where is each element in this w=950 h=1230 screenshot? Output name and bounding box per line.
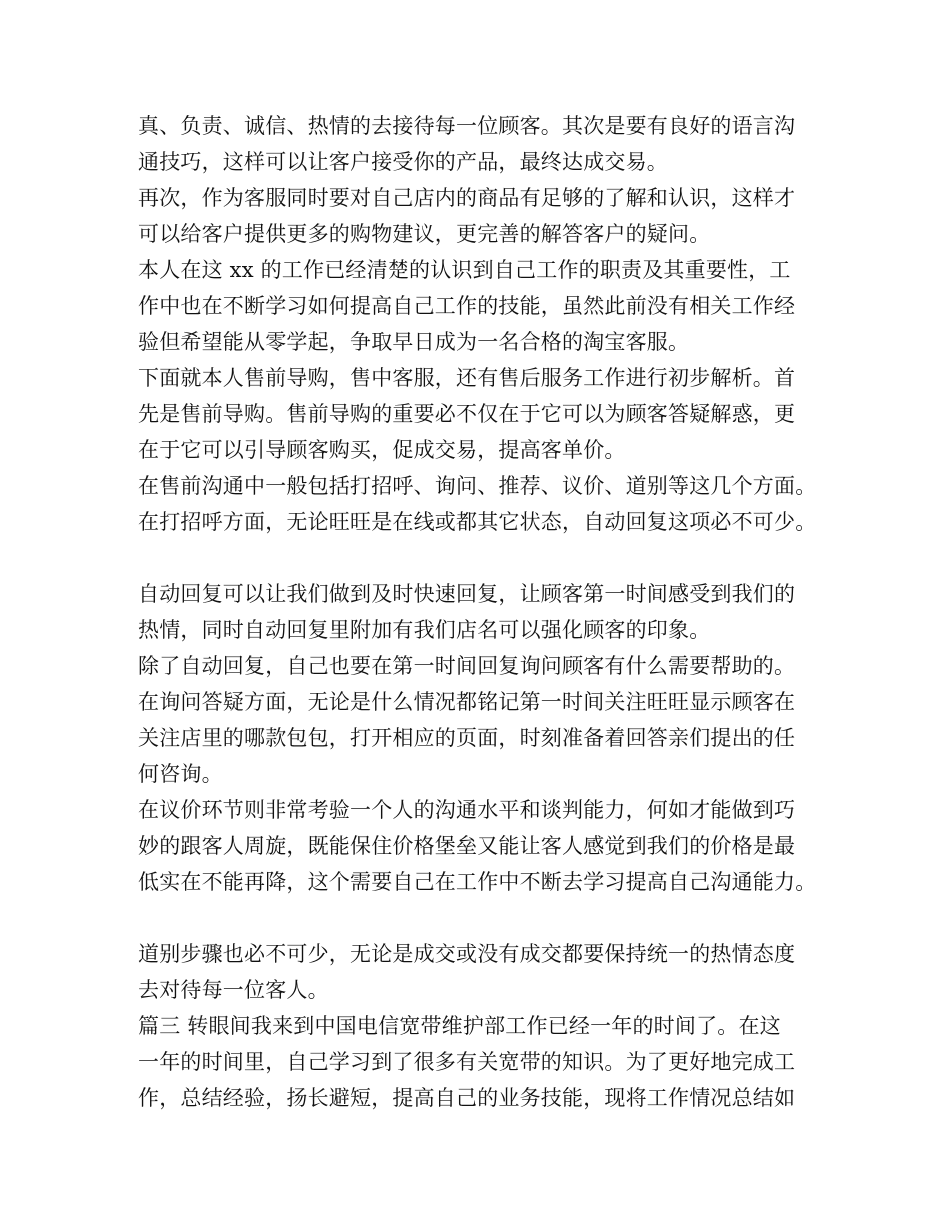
text-line: 在于它可以引导顾客购买，促成交易，提高客单价。 xyxy=(138,438,626,462)
text-line: 在询问答疑方面，无论是什么情况都铭记第一时间关注旺旺显示顾客在 xyxy=(138,690,796,714)
text-line: 在售前沟通中一般包括打招呼、询问、推荐、议价、道别等这几个方面。 xyxy=(138,474,817,498)
text-line: 道别步骤也必不可少，无论是成交或没有成交都要保持统一的热情态度 xyxy=(138,942,796,966)
paragraph-gap xyxy=(138,900,828,936)
text-line: 在议价环节则非常考验一个人的沟通水平和谈判能力，何如才能做到巧 xyxy=(138,798,796,822)
text-line: 通技巧，这样可以让客户接受你的产品，最终达成交易。 xyxy=(138,150,668,174)
text-line: 一年的时间里，自己学习到了很多有关宽带的知识。为了更好地完成工 xyxy=(138,1050,796,1074)
text-line: 妙的跟客人周旋，既能保住价格堡垒又能让客人感觉到我们的价格是最 xyxy=(138,834,796,858)
paragraph-gap xyxy=(138,540,828,576)
text-line: 低实在不能再降，这个需要自己在工作中不断去学习提高自己沟通能力。 xyxy=(138,870,817,894)
text-line: 除了自动回复，自己也要在第一时间回复询问顾客有什么需要帮助的。 xyxy=(138,654,796,678)
text-line: 可以给客户提供更多的购物建议，更完善的解答客户的疑问。 xyxy=(138,222,711,246)
text-line: 验但希望能从零学起，争取早日成为一名合格的淘宝客服。 xyxy=(138,330,690,354)
text-line: 关注店里的哪款包包，打开相应的页面，时刻准备着回答亲们提出的任 xyxy=(138,726,796,750)
text-line: 再次，作为客服同时要对自己店内的商品有足够的了解和认识，这样才 xyxy=(138,186,796,210)
text-line: 篇三 转眼间我来到中国电信宽带维护部工作已经一年的时间了。在这 xyxy=(138,1014,781,1038)
text-line: 真、负责、诚信、热情的去接待每一位顾客。其次是要有良好的语言沟 xyxy=(138,114,796,138)
text-line: 何咨询。 xyxy=(138,762,223,786)
document-body xyxy=(138,108,828,1116)
text-line: 作中也在不断学习如何提高自己工作的技能，虽然此前没有相关工作经 xyxy=(138,294,796,318)
text-line: 作，总结经验，扬长避短，提高自己的业务技能，现将工作情况总结如 xyxy=(138,1086,796,1110)
text-line: 去对待每一位客人。 xyxy=(138,978,329,1002)
text-line: 先是售前导购。售前导购的重要必不仅在于它可以为顾客答疑解惑，更 xyxy=(138,402,796,426)
text-line: 自动回复可以让我们做到及时快速回复，让顾客第一时间感受到我们的 xyxy=(138,582,796,606)
text-line: 本人在这 xx 的工作已经清楚的认识到自己工作的职责及其重要性，工 xyxy=(138,258,791,282)
text-line: 在打招呼方面，无论旺旺是在线或都其它状态，自动回复这项必不可少。 xyxy=(138,510,817,534)
text-line: 热情，同时自动回复里附加有我们店名可以强化顾客的印象。 xyxy=(138,618,711,642)
text-line: 下面就本人售前导购，售中客服，还有售后服务工作进行初步解析。首 xyxy=(138,366,796,390)
